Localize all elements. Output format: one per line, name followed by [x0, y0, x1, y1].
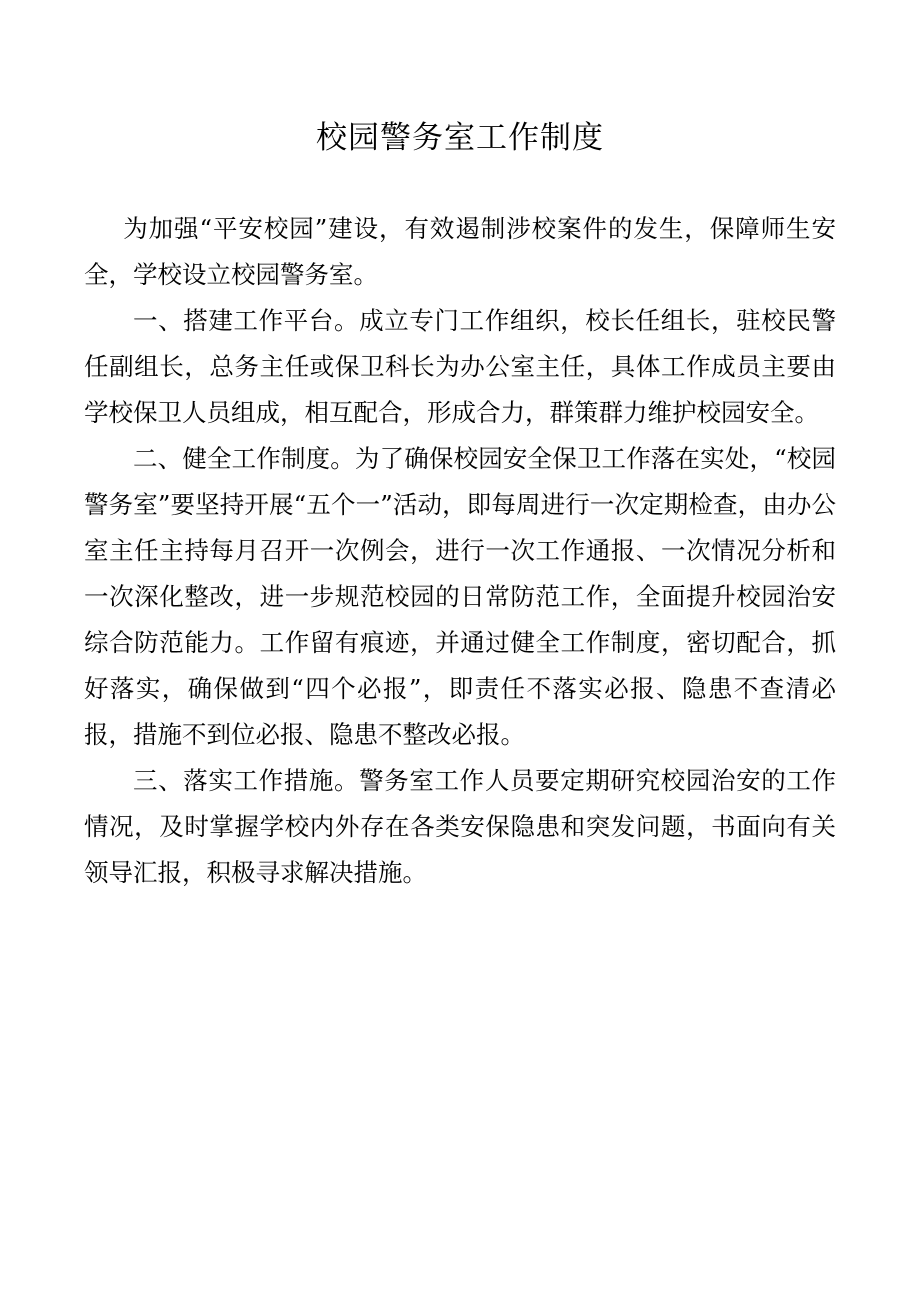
document-title: 校园警务室工作制度: [316, 120, 604, 156]
paragraph-intro: 为加强“平安校园”建设，有效遏制涉校案件的发生，保障师生安全，学校设立校园警务室。: [84, 214, 836, 289]
document-body: [84, 206, 836, 896]
paragraph-platform: 一、搭建工作平台。成立专门工作组织，校长任组长，驻校民警任副组长，总务主任或保卫科长为办公室主任，具体工作成员主要由学校保卫人员组成，相互配合，形成合力，群策群力维护校园安全。: [84, 306, 836, 427]
paragraph-measures: 三、落实工作措施。警务室工作人员要定期研究校园治安的工作情况，及时掌握学校内外存在各类安保隐患和突发问题，书面向有关领导汇报，积极寻求解决措施。: [84, 766, 836, 887]
paragraph-system: 二、健全工作制度。为了确保校园安全保卫工作落在实处，“校园警务室”要坚持开展“五个一”活动，即每周进行一次定期检查，由办公室主任主持每月召开一次例会，进行一次工作通报、一次情况分析和一次深化整改，进一步规范校园的日常防范工作，全面提升校园治安综合防范能力。工作留有痕迹，并通过健全工作制度，密切配合，抓好落实，确保做到“四个必报”，即责任不落实必报、隐患不查清必报，措施不到位必报、隐患不整改必报。: [84, 444, 836, 749]
